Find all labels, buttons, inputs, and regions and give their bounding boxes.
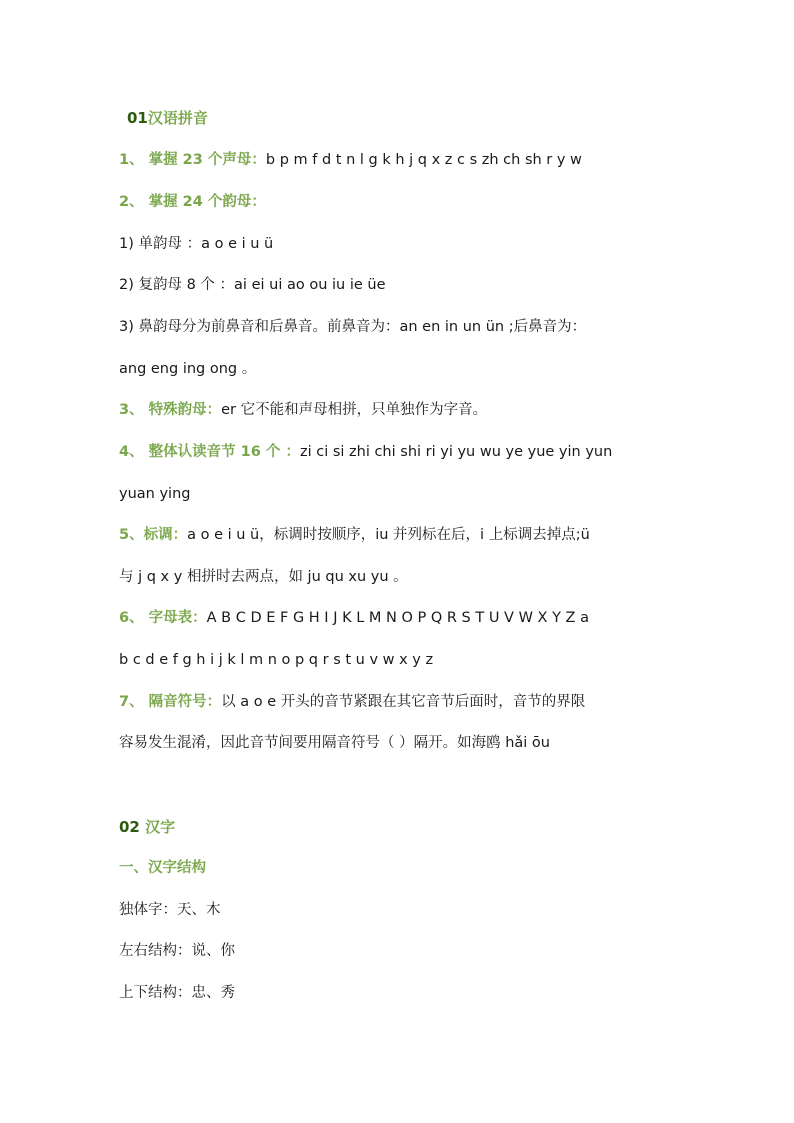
item-6-cont: b c d e f g h i j k l m n o p q r s t u v w x y z xyxy=(119,652,434,668)
structure-row: 上下结构：忠、秀 xyxy=(119,985,235,1001)
item-5-cont: 与 j q x y 相拼时去两点，如 ju qu xu yu 。 xyxy=(119,569,408,585)
item-label: 7、 隔音符号： xyxy=(119,694,222,710)
item-label: 3、 特殊韵母： xyxy=(119,402,222,418)
section-number: 02 xyxy=(119,818,140,836)
item-4 xyxy=(119,442,694,462)
item-7 xyxy=(119,692,694,712)
item-2 xyxy=(119,192,694,212)
item-4-cont: yuan ying xyxy=(119,486,191,502)
item-label: 6、 字母表： xyxy=(119,610,207,626)
sub-item-2: 2) 复韵母 8 个 ：ai ei ui ao ou iu ie üe xyxy=(119,277,386,293)
item-label: 2、 掌握 24 个韵母： xyxy=(119,194,266,210)
item-7-cont: 容易发生混淆，因此音节间要用隔音符号（ ）隔开。如海鸥 hǎi ōu xyxy=(119,735,550,751)
section-number: 01 xyxy=(127,109,148,127)
item-3 xyxy=(119,400,694,420)
section-title: 汉字 xyxy=(145,818,176,836)
structure-row: 左右结构：说、你 xyxy=(119,943,235,959)
item-5 xyxy=(119,525,694,545)
section-heading-1 xyxy=(127,108,694,128)
item-text: 以 a o e 开头的音节紧跟在其它音节后面时，音节的界限 xyxy=(221,694,586,710)
section-title: 汉语拼音 xyxy=(147,109,208,127)
section-heading-2 xyxy=(119,817,694,837)
item-6 xyxy=(119,608,694,628)
item-text: zi ci si zhi chi shi ri yi yu wu ye yue yin yun xyxy=(299,444,613,460)
item-text: er 它不能和声母相拼，只单独作为字音。 xyxy=(221,402,488,418)
item-text: b p m f d t n l g k h j q x z c s zh ch sh r y w xyxy=(265,152,582,168)
sub-item-3-cont: ang eng ing ong 。 xyxy=(119,361,257,377)
item-label: 4、 整体认读音节 16 个 ： xyxy=(119,444,300,460)
sub-heading: 一、汉字结构 xyxy=(119,860,206,876)
sub-item-3: 3) 鼻韵母分为前鼻音和后鼻音。前鼻音为：an en in un ün ;后鼻音为： xyxy=(119,319,587,335)
item-label: 5、标调： xyxy=(119,527,188,543)
item-label: 1、 掌握 23 个声母： xyxy=(119,152,266,168)
item-1 xyxy=(119,150,694,170)
sub-item-1: 1) 单韵母 ：a o e i u ü xyxy=(119,236,274,252)
item-text: A B C D E F G H I J K L M N O P Q R S T U V W X Y Z a xyxy=(206,610,589,626)
structure-row: 独体字：天、木 xyxy=(119,902,221,918)
item-text: a o e i u ü，标调时按顺序，iu 并列标在后，i 上标调去掉点;ü xyxy=(187,527,590,543)
